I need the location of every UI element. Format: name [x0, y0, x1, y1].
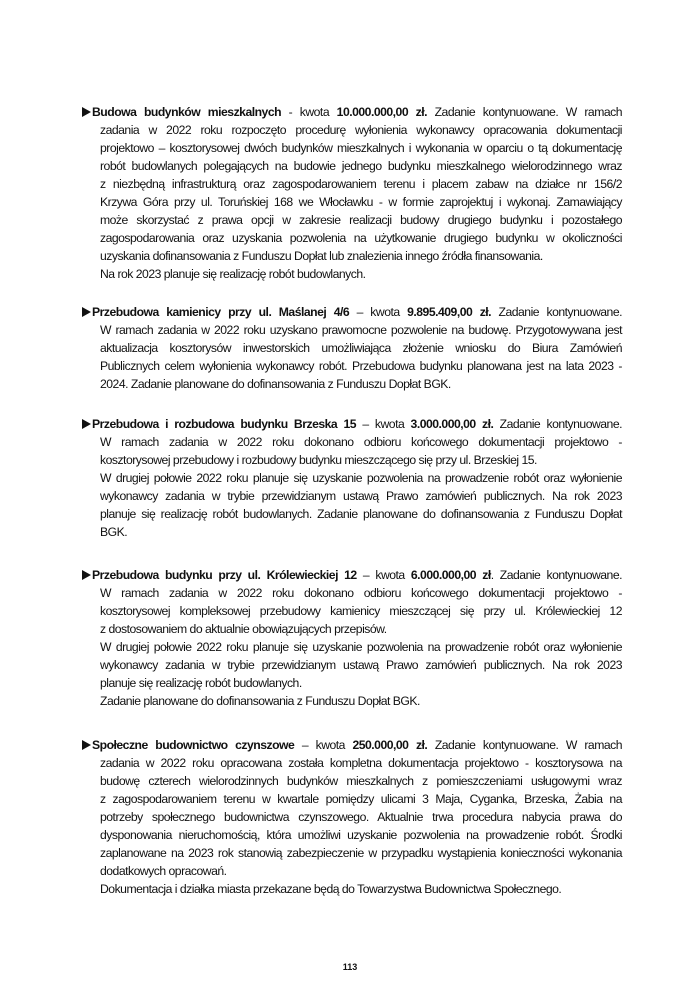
body-line: zagospodarowania oraz uzyskania pozwolenia na użytkowanie drugiego budynku w okoliczności: [100, 231, 622, 245]
body-line: dodatkowych opracowań.: [100, 864, 227, 878]
triangle-bullet-icon: [82, 570, 91, 580]
page-number: 113: [342, 962, 358, 972]
body-line: planuje się realizację robót budowlanych.: [100, 676, 302, 690]
section-amount: 3.000.000,00 zł.: [410, 417, 494, 431]
section-amount: 9.895.409,00 zł.: [407, 305, 492, 319]
body-line: kosztorysowej przebudowy i rozbudowy budynku mieszczącego się przy ul. Brzeskiej 15.: [100, 453, 537, 467]
section-amount: 250.000,00 zł.: [352, 738, 428, 752]
body-line: Na rok 2023 planuje się realizację robót budowlanych.: [100, 267, 366, 281]
body-line: W drugiej połowie 2022 roku planuje się uzyskanie pozwolenia na prowadzenie robót oraz wyłonienie: [100, 471, 622, 485]
body-line: Krzywa Góra przy ul. Toruńskiej 168 we Włocławku - w formie zaprojektuj i wykonaj. Zamawiający: [100, 195, 622, 209]
body-line: Zadanie planowane do dofinansowania z Funduszu Dopłat BGK.: [100, 694, 420, 708]
body-line: zaplanowane na 2023 rok stanowią zabezpieczenie w przypadku wystąpienia konieczności wykonania: [100, 846, 622, 860]
body-line: Dokumentacja i działka miasta przekazane będą do Towarzystwa Budownictwa Społecznego.: [100, 882, 562, 896]
body-line: wykonawcy zadania w trybie przewidzianym ustawą Prawo zamówień publicznych. Na rok 2023: [100, 489, 622, 503]
section-krolewiecka: [82, 566, 622, 710]
body-line: zadania w 2022 roku opracowana została kompletna dokumentacja projektowo - kosztorysowa na: [100, 756, 622, 770]
body-line: z zagospodarowaniem terenu w kwartale pomiędzy ulicami 3 Maja, Cyganka, Brzeska, Żabia na: [100, 792, 622, 806]
section-maslana: [82, 303, 622, 393]
body-line: zadania w 2022 roku rozpoczęto procedurę wyłonienia wykonawcy opracowania dokumentacji: [100, 123, 622, 137]
body-line: wykonawcy zadania w trybie przewidzianym ustawą Prawo zamówień publicznych. Na rok 2023: [100, 658, 622, 672]
triangle-bullet-icon: [82, 419, 91, 429]
section-budowa-budynkow: [82, 103, 622, 283]
body-line: z niezbędną infrastrukturą oraz zagospodarowaniem terenu i placem zabaw na działce nr 156/2: [100, 177, 622, 191]
body-line: W ramach zadania w 2022 roku dokonano odbioru końcowego dokumentacji projektowo -: [100, 435, 622, 449]
body-line: dysponowania nieruchomością, która umożliwi uzyskanie pozwolenia na prowadzenie robót. Środki: [100, 828, 622, 842]
body-line: projektowo – kosztorysowej dwóch budynków mieszkalnych i wykonania w oparciu o tą dokumentację: [100, 141, 622, 155]
body-line: robót budowlanych polegających na budowie jednego budynku mieszkalnego wielorodzinnego wraz: [100, 159, 622, 173]
body-line: uzyskania dofinansowania z Funduszu Dopłat lub znalezienia innego źródła finansowania.: [100, 249, 543, 263]
section-spoleczne-budownictwo: [82, 736, 622, 898]
section-heading-line: Budowa budynków mieszkalnych - kwota 10.000.000,00 zł. Zadanie kontynuowane. W ramach: [82, 103, 622, 121]
section-heading-line: Przebudowa i rozbudowa budynku Brzeska 15 – kwota 3.000.000,00 zł. Zadanie kontynuowane.: [82, 415, 622, 433]
section-heading-line: Społeczne budownictwo czynszowe – kwota 250.000,00 zł. Zadanie kontynuowane. W ramach: [82, 736, 622, 754]
section-brzeska: [82, 415, 622, 541]
section-title: Przebudowa i rozbudowa budynku Brzeska 15: [92, 417, 357, 431]
section-title: Budowa budynków mieszkalnych: [92, 105, 282, 119]
body-line: BGK.: [100, 525, 128, 539]
triangle-bullet-icon: [82, 740, 91, 750]
body-line: może skorzystać z prawa opcji w zakresie realizacji budowy drugiego budynku i pozostałego: [100, 213, 622, 227]
body-line: potrzeby społecznego budownictwa czynszowego. Aktualnie trwa procedura nabycia prawa do: [100, 810, 622, 824]
section-heading-line: Przebudowa kamienicy przy ul. Maślanej 4/6 – kwota 9.895.409,00 zł. Zadanie kontynuowane.: [82, 303, 622, 321]
body-line: W ramach zadania w 2022 roku uzyskano prawomocne pozwolenie na budowę. Przygotowywana jest: [100, 323, 622, 337]
section-title: Przebudowa budynku przy ul. Królewieckiej 12: [92, 568, 357, 582]
section-heading-line: Przebudowa budynku przy ul. Królewieckiej 12 – kwota 6.000.000,00 zł. Zadanie kontynuowane.: [82, 566, 622, 584]
triangle-bullet-icon: [82, 307, 91, 317]
section-title: Przebudowa kamienicy przy ul. Maślanej 4/6: [92, 305, 350, 319]
body-line: W drugiej połowie 2022 roku planuje się uzyskanie pozwolenia na prowadzenie robót oraz wyłonienie: [100, 640, 622, 654]
body-line: z dostosowaniem do aktualnie obowiązujących przepisów.: [100, 622, 387, 636]
section-title: Społeczne budownictwo czynszowe: [92, 738, 295, 752]
body-line: kosztorysowej kompleksowej przebudowy kamienicy mieszczącej się przy ul. Królewieckiej 12: [100, 604, 622, 618]
section-amount: 6.000.000,00 zł: [410, 568, 491, 582]
body-line: aktualizacja kosztorysów inwestorskich umożliwiająca złożenie wniosku do Biura Zamówień: [100, 341, 622, 355]
body-line: W ramach zadania w 2022 roku dokonano odbioru końcowego dokumentacji projektowo -: [100, 586, 622, 600]
section-amount: 10.000.000,00 zł.: [336, 105, 428, 119]
body-line: planuje się realizację robót budowlanych. Zadanie planowane do dofinansowania z Funduszu Dopłat: [100, 507, 622, 521]
triangle-bullet-icon: [82, 107, 91, 117]
body-line: budowę czterech wielorodzinnych budynków mieszkalnych z pomieszczeniami usługowymi wraz: [100, 774, 622, 788]
body-line: Publicznych celem wyłonienia wykonawcy robót. Przebudowa budynku planowana jest na lata 2023 -: [100, 359, 622, 373]
body-line: 2024. Zadanie planowane do dofinansowania z Funduszu Dopłat BGK.: [100, 377, 451, 391]
